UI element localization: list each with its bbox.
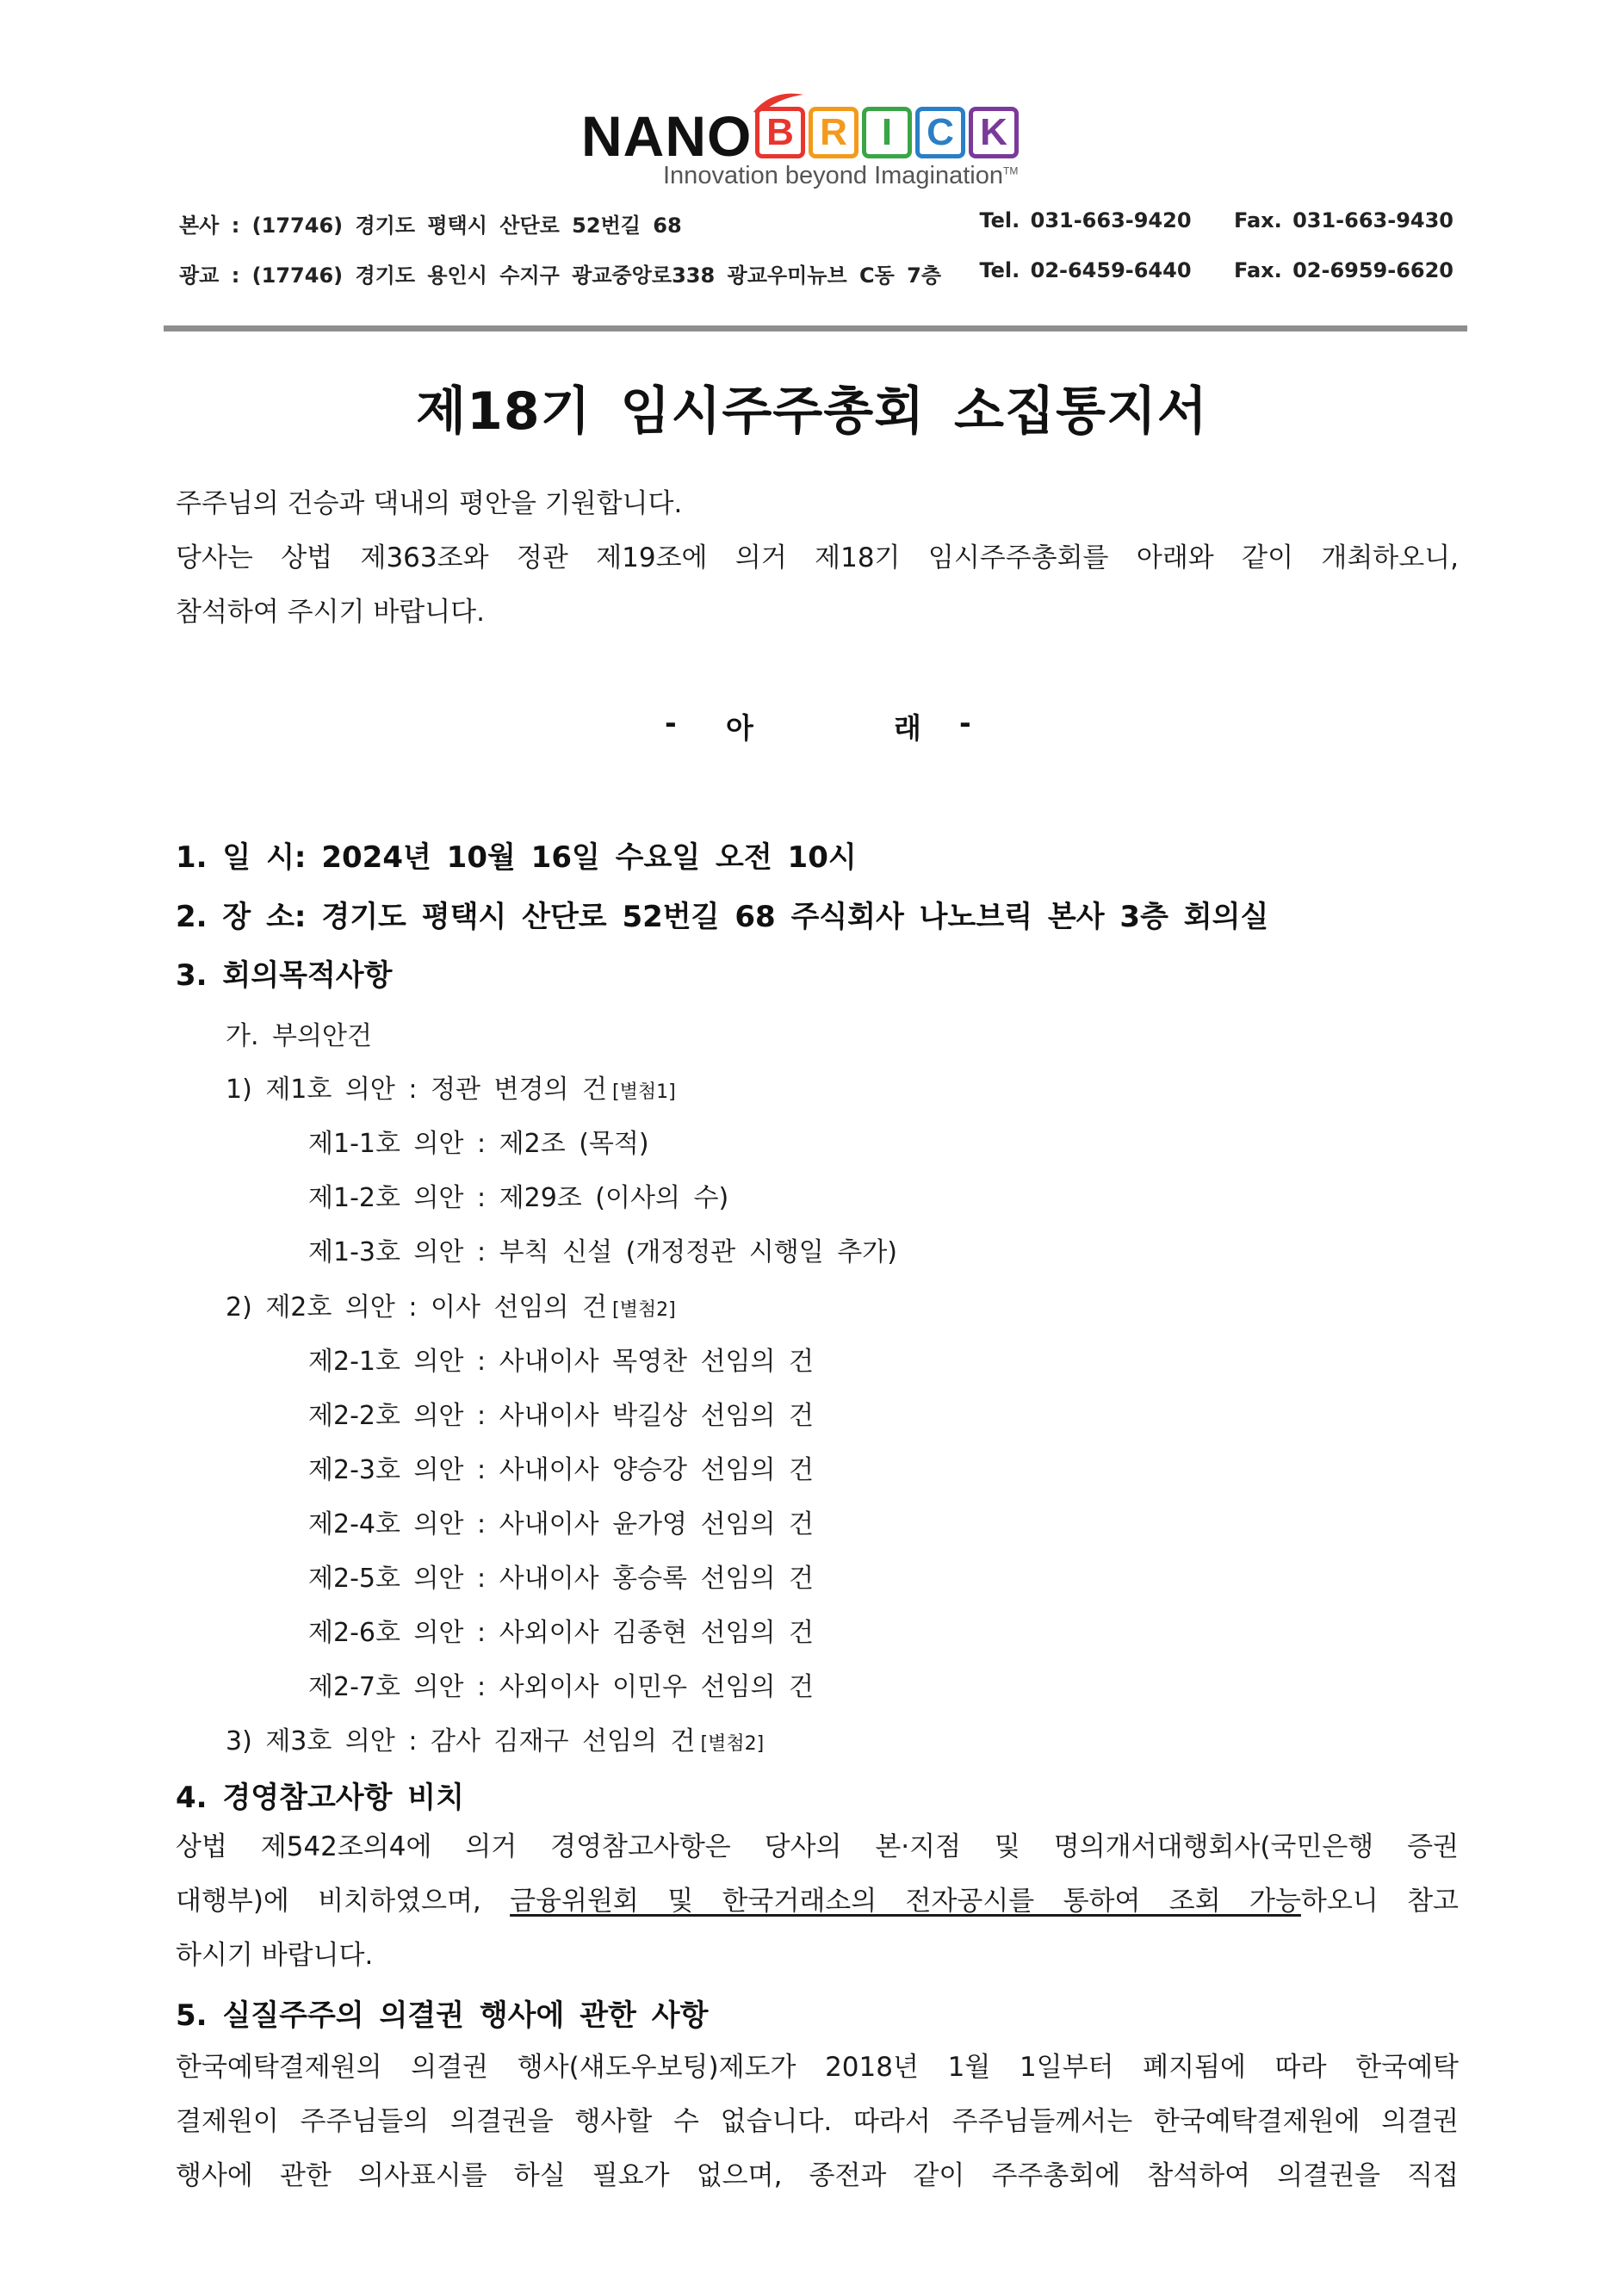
agenda-sub-item: 제2-2호 의안 : 사내이사 박길상 선임의 건 <box>308 1401 815 1431</box>
section-4-paragraph <box>176 1820 1459 1983</box>
logo-nano-text: NANO <box>581 104 753 168</box>
section-1-datetime: 1. 일 시: 2024년 10월 16일 수요일 오전 10시 <box>176 840 857 875</box>
section-4-line-3: 하시기 바랍니다. <box>176 1940 374 1971</box>
logo-brick-c: C <box>915 107 965 158</box>
header-divider <box>164 325 1467 331</box>
logo-tagline: Innovation beyond Imagination™ <box>663 162 1019 189</box>
intro-paragraph <box>176 477 1459 640</box>
agenda-sub-item: 제2-6호 의안 : 사외이사 김종현 선임의 건 <box>308 1618 815 1648</box>
agenda-item-2: 2) 제2호 의안 : 이사 선임의 건 [별첨2] <box>226 1292 676 1323</box>
document-title: 제18기 임시주주총회 소집통지서 <box>416 381 1208 442</box>
attachment-ref-1: [별첨1] <box>612 1081 676 1103</box>
agenda-sub-item: 제2-1호 의안 : 사내이사 목영찬 선임의 건 <box>308 1347 815 1377</box>
gwanggyo-address: 광교 : (17746) 경기도 용인시 수지구 광교중앙로338 광교우미뉴브 C동 7층 <box>179 263 942 288</box>
section-4-line-1: 상법 제542조의4에 의거 경영참고사항은 당사의 본·지점 및 명의개서대행회사(국민은행 증권 <box>176 1831 1459 1862</box>
logo-brick-b: B <box>755 107 805 158</box>
notice-dash-right: - <box>959 706 971 740</box>
agenda-sub-item: 제2-7호 의안 : 사외이사 이민우 선임의 건 <box>308 1672 815 1702</box>
notice-char-a: 아 <box>726 711 753 745</box>
section-4-heading: 4. 경영참고사항 비치 <box>176 1781 464 1815</box>
agenda-sub-item: 제1-2호 의안 : 제29조 (이사의 수) <box>308 1183 729 1213</box>
section-5-heading: 5. 실질주주의 의결권 행사에 관한 사항 <box>176 1998 709 2033</box>
logo-brick-k: K <box>969 107 1019 158</box>
company-logo <box>0 77 1624 198</box>
underlined-disclosure-text: 금융위원회 및 한국거래소의 전자공시를 통하여 조회 가능 <box>510 1886 1301 1917</box>
section-5-line-3: 행사에 관한 의사표시를 하실 필요가 없으며, 종전과 같이 주주총회에 참석하여 의결권을 직접 <box>176 2160 1459 2191</box>
gwanggyo-contact: Tel. 02-6459-6440 Fax. 02-6959-6620 <box>979 258 1454 282</box>
agenda-sub-item: 제2-3호 의안 : 사내이사 양승강 선임의 건 <box>308 1455 815 1485</box>
notice-char-rae: 래 <box>894 711 921 745</box>
section-5-line-1: 한국예탁결제원의 의결권 행사(섀도우보팅)제도가 2018년 1월 1일부터 폐지됨에 따라 한국예탁 <box>176 2052 1459 2083</box>
logo-brick-i: I <box>862 107 912 158</box>
section-2-location: 2. 장 소: 경기도 평택시 산단로 52번길 68 주식회사 나노브릭 본사 3층 회의실 <box>176 900 1269 934</box>
section-3-agenda-heading: 3. 회의목적사항 <box>176 958 393 993</box>
agenda-sub-item: 제1-1호 의안 : 제2조 (목적) <box>308 1129 649 1159</box>
gwanggyo-info-line <box>179 258 1454 289</box>
notice-dash-left: - <box>665 706 677 740</box>
intro-line-2: 당사는 상법 제363조와 정관 제19조에 의거 제18기 임시주주총회를 아래와 같이 개최하오니, <box>176 542 1459 573</box>
agenda-item-1: 1) 제1호 의안 : 정관 변경의 건 [별첨1] <box>226 1075 676 1105</box>
hq-info-line <box>179 208 1454 239</box>
trademark-mark: TM <box>1003 164 1019 177</box>
attachment-ref-3: [별첨2] <box>700 1733 765 1755</box>
agenda-sub-item: 제2-5호 의안 : 사내이사 홍승록 선임의 건 <box>308 1564 815 1594</box>
agenda-sub-item: 제2-4호 의안 : 사내이사 윤가영 선임의 건 <box>308 1509 815 1539</box>
section-4-line-2: 대행부)에 비치하였으며, 금융위원회 및 한국거래소의 전자공시를 통하여 조회 가능하오니 참고 <box>176 1886 1459 1917</box>
logo-brick-r: R <box>809 107 858 158</box>
intro-line-3: 참석하여 주시기 바랍니다. <box>176 597 485 628</box>
hq-contact: Tel. 031-663-9420 Fax. 031-663-9430 <box>979 208 1454 232</box>
intro-line-1: 주주님의 건승과 댁내의 평안을 기원합니다. <box>176 488 683 519</box>
attachment-ref-2: [별첨2] <box>612 1299 676 1321</box>
hq-address: 본사 : (17746) 경기도 평택시 산단로 52번길 68 <box>179 214 682 238</box>
agenda-subheading: 가. 부의안건 <box>226 1021 372 1051</box>
agenda-sub-item: 제1-3호 의안 : 부칙 신설 (개정정관 시행일 추가) <box>308 1237 897 1267</box>
section-5-line-2: 결제원이 주주님들의 의결권을 행사할 수 없습니다. 따라서 주주님들께서는 한국예탁결제원에 의결권 <box>176 2106 1459 2137</box>
section-5-paragraph <box>176 2041 1459 2203</box>
agenda-item-3: 3) 제3호 의안 : 감사 김재구 선임의 건 [별첨2] <box>226 1726 765 1756</box>
